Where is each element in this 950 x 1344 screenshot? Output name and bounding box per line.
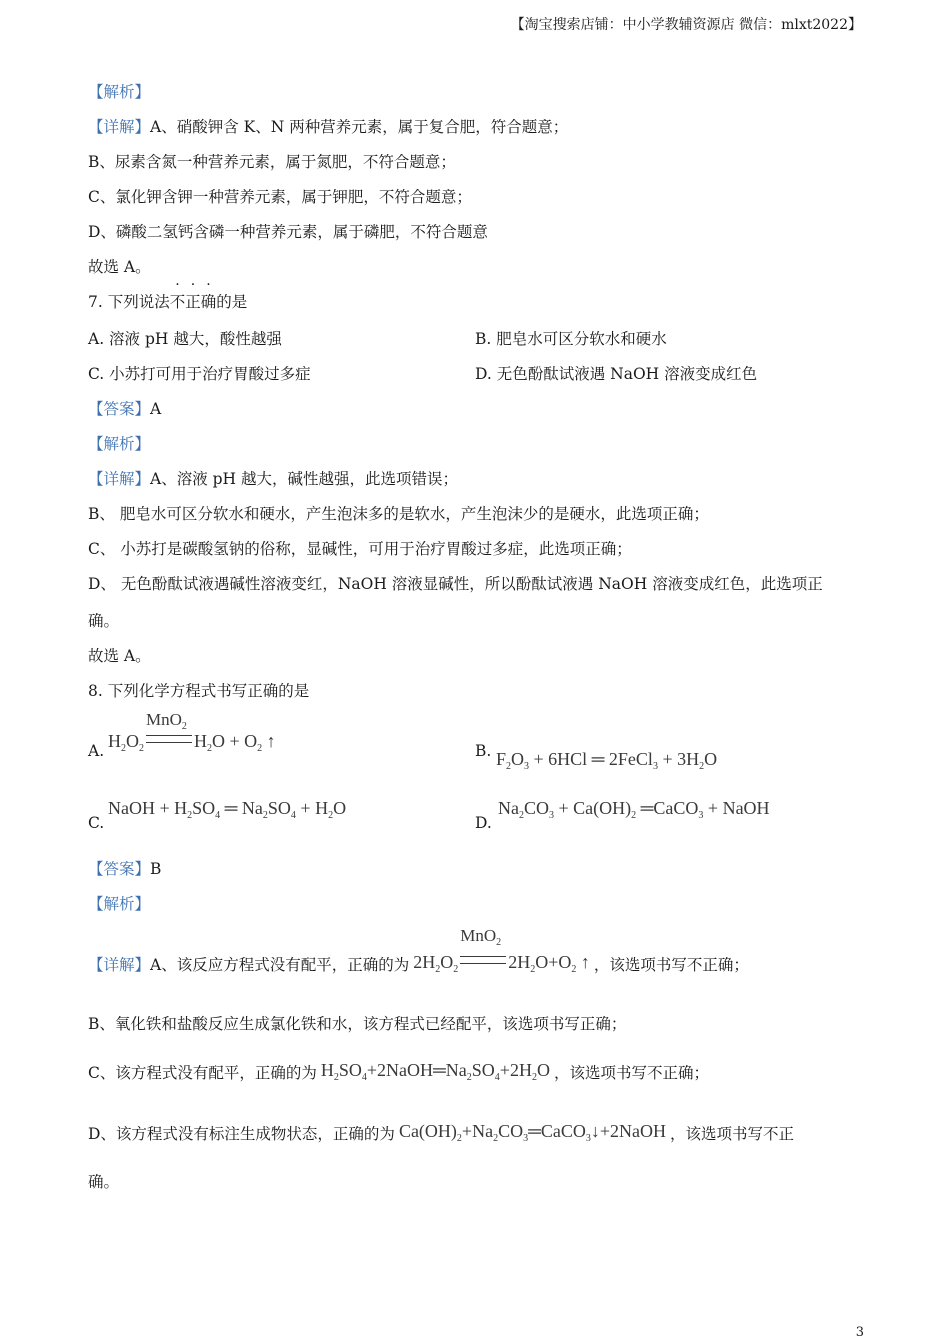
analysis-tag: 【解析】 (88, 435, 151, 453)
q8-option-c-equation: NaOH + $H_2SO_4$ ═ $Na_2SO_4 + H_2O$ (108, 798, 347, 821)
detail-tag: 【详解】 (88, 956, 151, 974)
detail-text: A、硝酸钾含 K、N 两种营养元素，属于复合肥，符合题意； (150, 118, 569, 136)
detail-line: B、 肥皂水可区分软水和硬水，产生泡沫多的是软水，产生泡沫少的是硬水，此选项正确； (88, 505, 709, 523)
page-number: 3 (855, 1325, 864, 1340)
detail-line-c: C、该方程式没有配平，正确的为 $H_2SO_4+2NaOH═Na_2SO_4+2H_2O$ ，该选项书写不正确； (88, 1060, 709, 1088)
emphasis-char: 不 (169, 293, 186, 311)
detail-line-d-end: 确。 (88, 1173, 120, 1191)
detail-text: A、溶液 pH 越大，碱性越强，此选项错误； (150, 470, 459, 488)
detail-line: C、氯化钾含钾一种营养元素，属于钾肥，不符合题意； (88, 188, 472, 206)
q8-option-b-label: B. (475, 742, 492, 760)
corrected-equation-c: $H_2SO_4+2NaOH═Na_2SO_4+2H_2O$ (320, 1060, 550, 1083)
q8-option-a-equation: $H_2O_2$ MnO$_2$ $H_2O + O_2$ ↑ (108, 710, 276, 754)
corrected-equation-d: $Ca(OH)_2+Na_2CO_3═CaCO_3↓+2NaOH$ (398, 1121, 666, 1144)
q8-option-d-label: D. (475, 814, 492, 832)
q8-option-a-label: A. (88, 742, 105, 760)
question-8-stem: 8. 下列化学方程式书写正确的是 (88, 682, 310, 700)
detail-tag: 【详解】 (88, 118, 151, 136)
q8-answer (88, 859, 161, 879)
answer-tag: 【答案】 (88, 860, 151, 878)
answer-tag: 【答案】 (88, 400, 151, 418)
detail-line: D、 无色酚酞试液遇碱性溶液变红，NaOH 溶液显碱性，所以酚酞试液遇 NaOH 溶液变成红色，此选项正 (88, 575, 823, 593)
emphasis-char: 确 (200, 293, 217, 311)
detail-line: C、 小苏打是碳酸氢钠的俗称，显碱性，可用于治疗胃酸过多症，此选项正确； (88, 540, 632, 558)
detail-tag: 【详解】 (88, 470, 151, 488)
conclusion-line: 故选 A。 (88, 258, 151, 276)
q7-option-a: A. 溶液 pH 越大，酸性越强 (88, 330, 282, 348)
analysis-tag: 【解析】 (88, 83, 151, 101)
analysis-tag: 【解析】 (88, 895, 151, 913)
corrected-equation-a: $2H_2O_2$ MnO$_2$ $2H_2O+O_2$ ↑ (413, 926, 590, 975)
answer-value: A (150, 400, 162, 418)
answer-value: B (150, 860, 162, 878)
q8-option-c-label: C. (88, 814, 105, 832)
q7-option-c: C. 小苏打可用于治疗胃酸过多症 (88, 365, 311, 383)
q8-option-d-equation: $Na_2CO_3 + Ca(OH)_2$ ═CaCO$_3$ + NaOH (498, 798, 770, 821)
condition-arrow: MnO$_2$ (146, 735, 192, 743)
detail-line-b: B、氧化铁和盐酸反应生成氯化铁和水，该方程式已经配平，该选项书写正确； (88, 1015, 627, 1033)
conclusion-line: 故选 A。 (88, 647, 151, 665)
q7-answer (88, 399, 161, 419)
detail-line (88, 469, 458, 489)
q7-option-d: D. 无色酚酞试液遇 NaOH 溶液变成红色 (475, 365, 758, 383)
page-header: 【淘宝搜索店铺：中小学教辅资源店 微信：mlxt2022】 (510, 17, 862, 33)
detail-line (88, 117, 568, 137)
question-7-stem: 7. 下列说法不正确的是 (88, 293, 248, 311)
detail-line: B、尿素含氮一种营养元素，属于氮肥，不符合题意； (88, 153, 456, 171)
detail-line: D、磷酸二氢钙含磷一种营养元素，属于磷肥，不符合题意 (88, 223, 488, 241)
detail-line-d: D、该方程式没有标注生成物状态，正确的为 $Ca(OH)_2+Na_2CO_3═CaCO_3↓+2NaOH$ ，该选项书写不正 (88, 1121, 794, 1149)
emphasis-char: 正 (185, 293, 201, 311)
detail-line-a: 【详解】A、该反应方程式没有配平，正确的为 $2H_2O_2$ MnO$_2$ $2H_2O+O_2$ ↑ ，该选项书写不正确； (88, 952, 749, 980)
condition-arrow: MnO$_2$ (460, 956, 506, 964)
detail-line: 确。 (88, 612, 120, 630)
q8-option-b-equation: $F_2O_3 + 6HCl$ ═ 2FeCl$_3$ + $3H_2O$ (496, 749, 718, 772)
q7-option-b: B. 肥皂水可区分软水和硬水 (475, 330, 667, 348)
